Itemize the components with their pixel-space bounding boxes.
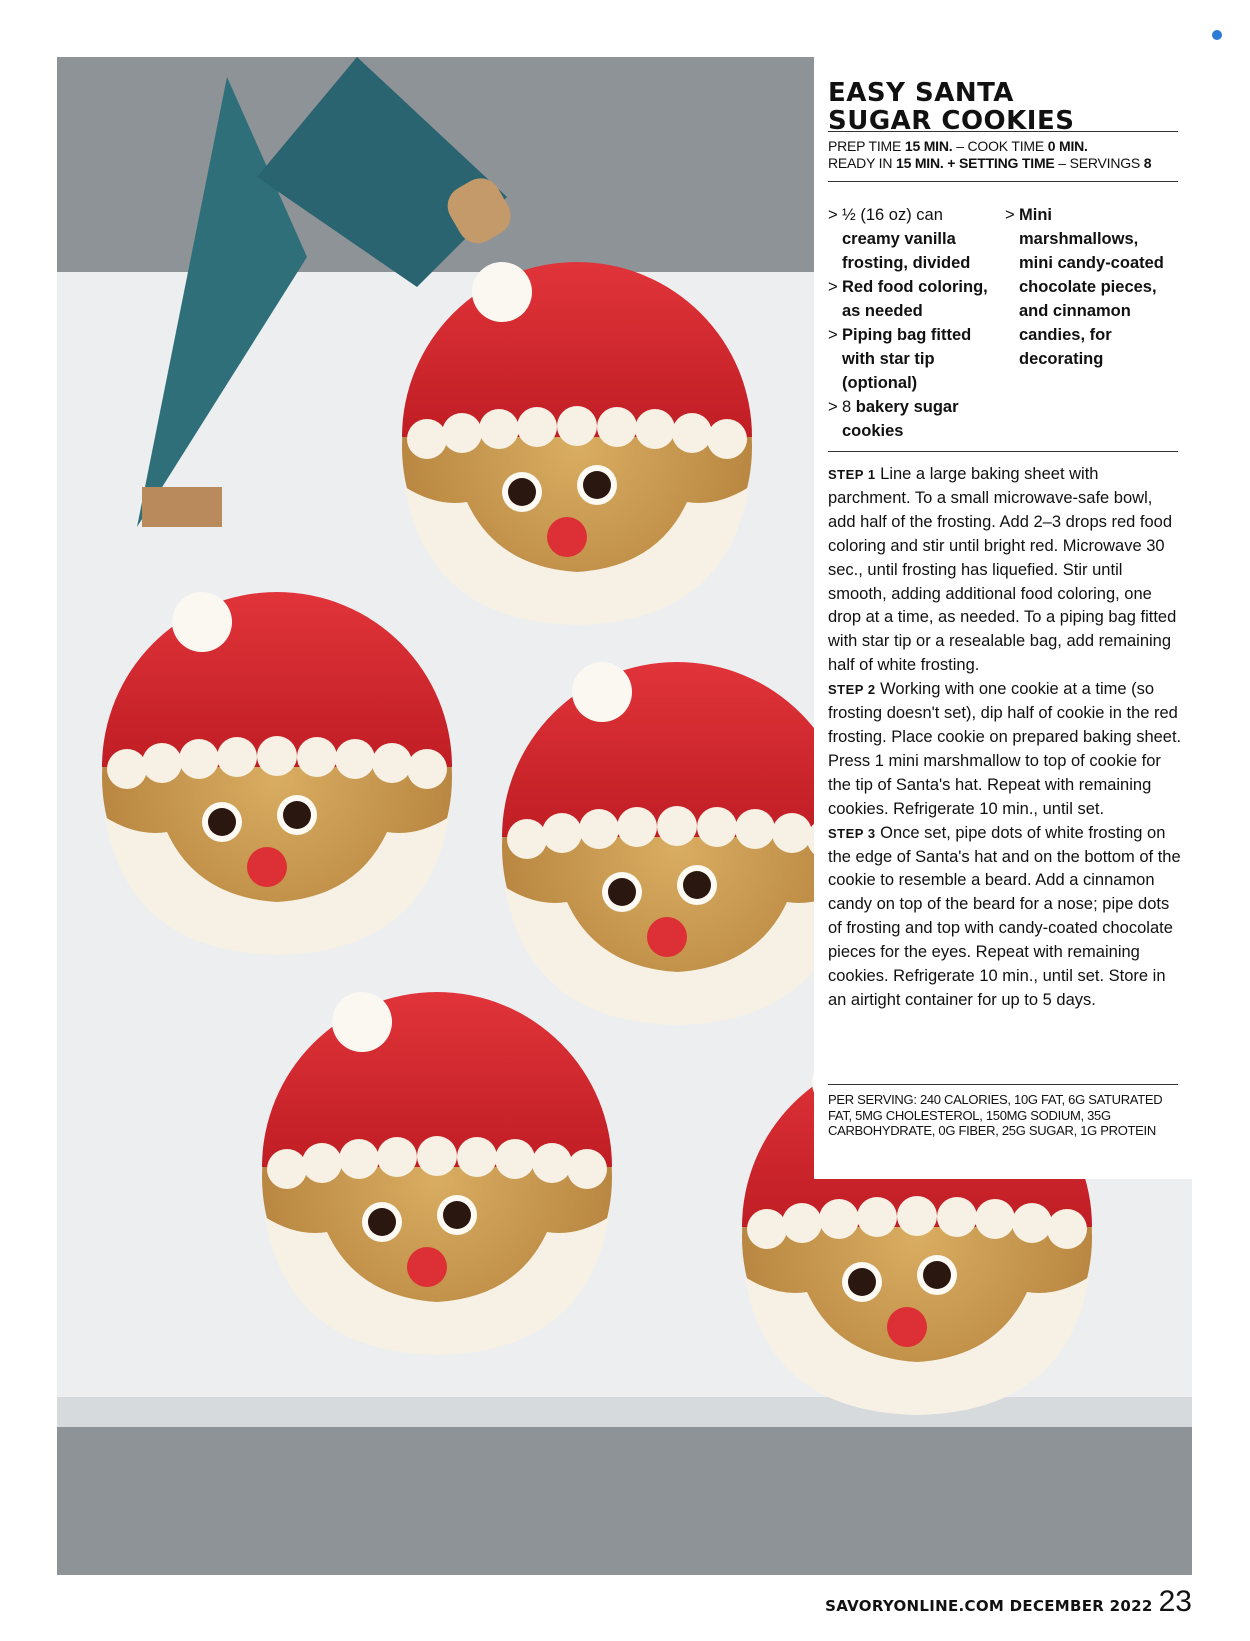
page-footer	[825, 1585, 1192, 1625]
ingredient-item: > ½ (16 oz) can creamy vanilla frosting, divided	[828, 206, 971, 272]
ingredient-name: creamy vanilla frosting, divided	[842, 230, 971, 272]
ready-value: 15 MIN. + SETTING TIME	[895, 155, 1055, 171]
ingredient-name: Mini marshmallows, mini candy-coated chocolate pieces, and cinnamon candies, for decorating	[1019, 206, 1164, 368]
ingredient-item: > Red food coloring, as needed	[828, 278, 988, 320]
servings-label: SERVINGS	[1069, 155, 1141, 171]
prep-value: 15 MIN.	[904, 138, 953, 154]
ready-label: READY IN	[828, 155, 893, 171]
step-text: Once set, pipe dots of white frosting on the edge of Santa's hat and on the bottom of the cookie to resemble a beard. Add a cinnamon candy on top of the beard for a nose; pipe dots of frosting and top with candy-coated chocolate pieces for the eyes. Repeat with remaining cookies. Refrigerate 10 min., until set. Store in an airtight container for up to 5 days.	[828, 823, 1181, 1009]
title-line-1: EASY SANTA	[828, 78, 1014, 108]
step-2	[828, 678, 1183, 821]
timing-line-2: READY IN 15 MIN. + SETTING TIME – SERVINGS 8	[828, 155, 1152, 171]
step-label: STEP 3	[828, 825, 876, 841]
ingredient-item: > 8 bakery sugar cookies	[828, 398, 959, 440]
step-text: Line a large baking sheet with parchment. To a small microwave-safe bowl, add half of the frosting. Add 2–3 drops red food coloring and stir until bright red. Microwave 30 sec., until frosting has liquefied. Stir until smooth, adding additional food coloring, one drop at a time, as needed. To a piping bag fitted with star tip or a resealable bag, add remaining half of white frosting.	[828, 465, 1177, 675]
cook-value: 0 MIN.	[1047, 138, 1088, 154]
divider	[828, 181, 1178, 182]
nutrition-info: PER SERVING: 240 CALORIES, 10G FAT, 6G SATURATED FAT, 5MG CHOLESTEROL, 150MG SODIUM, 35G CARBOHYDRATE, 0G FIBER, 25G SUGAR, 1G PROTEIN	[828, 1092, 1163, 1138]
ingredients-left	[828, 203, 988, 443]
title-line-2: SUGAR COOKIES	[828, 106, 1075, 136]
divider	[828, 1084, 1178, 1085]
step-text: Working with one cookie at a time (so frosting doesn't set), dip half of cookie in the red frosting. Place cookie on prepared baking sheet. Press 1 mini marshmallow to top of cookie for the tip of Santa's hat. Repeat with remaining cookies. Refrigerate 10 min., until set.	[828, 680, 1182, 818]
method-steps	[828, 463, 1183, 1013]
recipe-title	[828, 79, 1178, 135]
step-1	[828, 463, 1183, 678]
ingredients-right	[1005, 203, 1170, 371]
prep-label: PREP TIME	[828, 138, 902, 154]
corner-dot-icon	[1212, 30, 1222, 40]
divider	[828, 451, 1178, 452]
ingredient-name: Red food coloring, as needed	[842, 278, 988, 320]
ingredient-item: > Mini marshmallows, mini candy-coated chocolate pieces, and cinnamon candies, for decorating	[1005, 206, 1164, 368]
page-number: 23	[1158, 1585, 1192, 1618]
ingredient-name: Piping bag fitted with star tip (optional)	[842, 326, 972, 392]
step-label: STEP 1	[828, 467, 876, 482]
servings-value: 8	[1143, 155, 1152, 171]
footer-site-issue: SAVORYONLINE.COM DECEMBER 2022	[825, 1597, 1153, 1615]
recipe-panel	[814, 57, 1192, 1179]
cook-label: COOK TIME	[967, 138, 1044, 154]
ingredient-amount: 8	[842, 398, 852, 416]
ingredient-name: bakery sugar cookies	[842, 398, 959, 440]
step-3	[828, 822, 1183, 1013]
ingredient-item: > Piping bag fitted with star tip (optional)	[828, 326, 972, 392]
ingredient-amount: ½ (16 oz) can	[842, 206, 943, 224]
step-label: STEP 2	[828, 682, 876, 698]
timing-line-1: PREP TIME 15 MIN. – COOK TIME 0 MIN.	[828, 138, 1088, 154]
divider	[828, 131, 1178, 132]
